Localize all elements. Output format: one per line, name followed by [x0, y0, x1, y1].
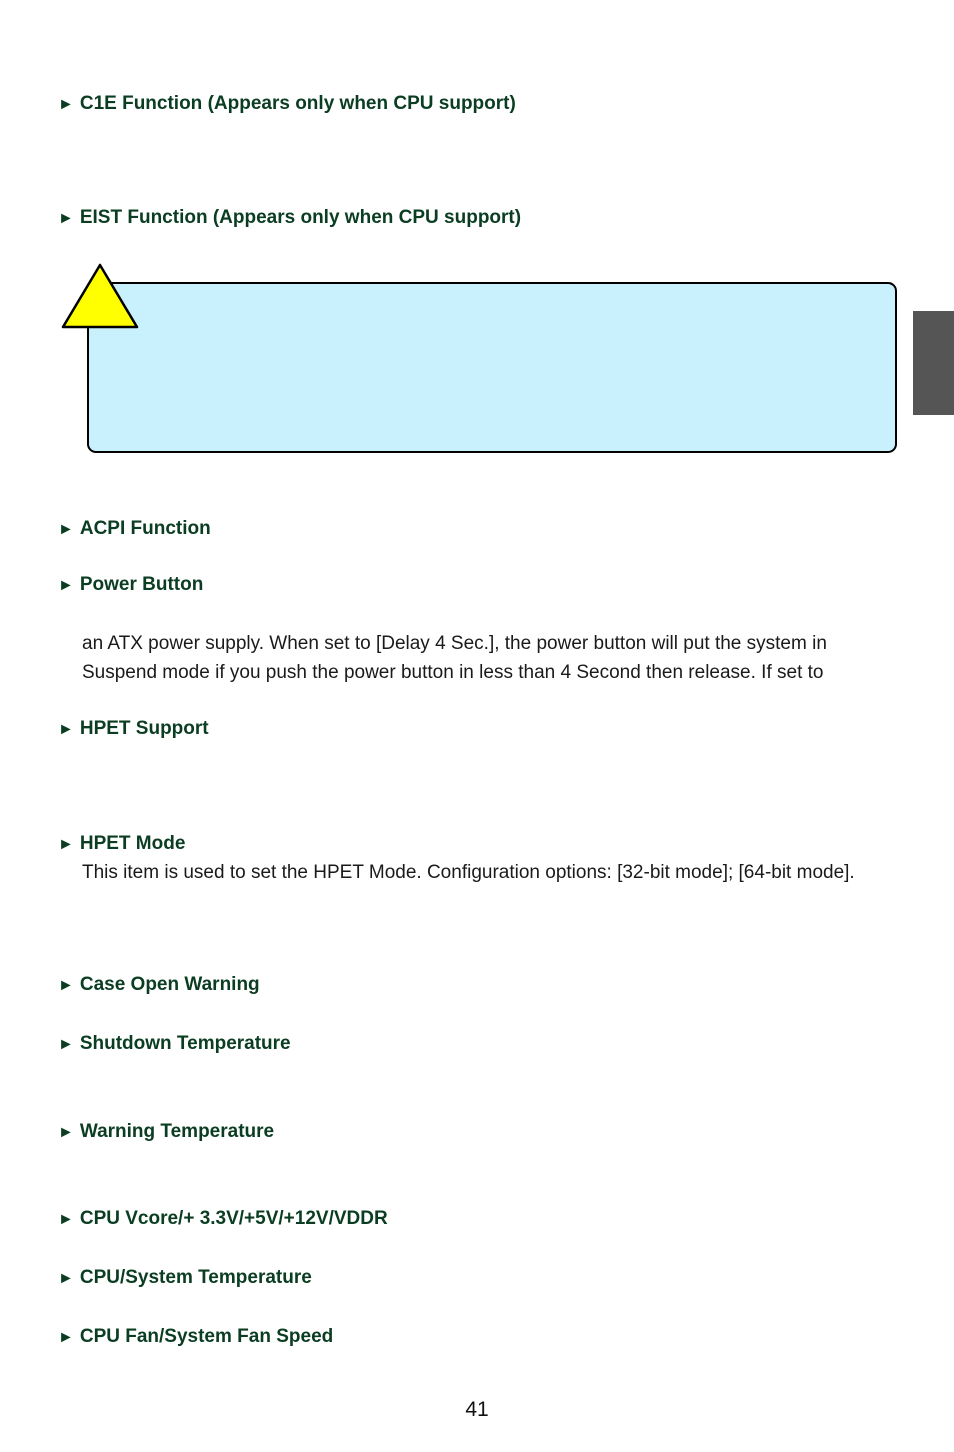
bullet-arrow-icon: ► — [58, 1329, 74, 1346]
heading-c1e-function: ► C1E Function (Appears only when CPU support) — [58, 93, 516, 114]
bullet-arrow-icon: ► — [58, 1211, 74, 1228]
heading-acpi-function: ► ACPI Function — [58, 518, 211, 539]
heading-hpet-support: ► HPET Support — [58, 718, 209, 739]
heading-cpu-vcore: ► CPU Vcore/+ 3.3V/+5V/+12V/VDDR — [58, 1208, 388, 1229]
warning-triangle-icon — [60, 262, 140, 330]
heading-warning-temperature: ► Warning Temperature — [58, 1121, 275, 1142]
bullet-arrow-icon: ► — [58, 1124, 74, 1141]
page-number: 41 — [465, 1398, 489, 1421]
hpet-mode-description: This item is used to set the HPET Mode. Configuration options: [32-bit mode]; [64-bit mode]. — [82, 862, 855, 883]
note-box — [87, 282, 897, 453]
bullet-arrow-icon: ► — [58, 210, 74, 227]
heading-case-open-warning: ► Case Open Warning — [58, 974, 260, 995]
chapter-tab — [913, 311, 954, 415]
heading-cpu-fan-speed: ► CPU Fan/System Fan Speed — [58, 1326, 334, 1347]
bullet-arrow-icon: ► — [58, 977, 74, 994]
heading-hpet-mode: ► HPET Mode — [58, 833, 186, 854]
power-button-text-line-2: Suspend mode if you push the power button in less than 4 Second then release. If set to — [82, 662, 824, 683]
bullet-arrow-icon: ► — [58, 96, 74, 113]
bullet-arrow-icon: ► — [58, 1036, 74, 1053]
heading-eist-function: ► EIST Function (Appears only when CPU support) — [58, 207, 522, 228]
bullet-arrow-icon: ► — [58, 721, 74, 738]
bullet-arrow-icon: ► — [58, 577, 74, 594]
heading-power-button: ► Power Button — [58, 574, 204, 595]
bullet-arrow-icon: ► — [58, 1270, 74, 1287]
power-button-text-line-1: an ATX power supply. When set to [Delay 4 Sec.], the power button will put the system in — [82, 633, 827, 654]
heading-shutdown-temperature: ► Shutdown Temperature — [58, 1033, 291, 1054]
bullet-arrow-icon: ► — [58, 521, 74, 538]
bullet-arrow-icon: ► — [58, 836, 74, 853]
heading-cpu-system-temperature: ► CPU/System Temperature — [58, 1267, 312, 1288]
